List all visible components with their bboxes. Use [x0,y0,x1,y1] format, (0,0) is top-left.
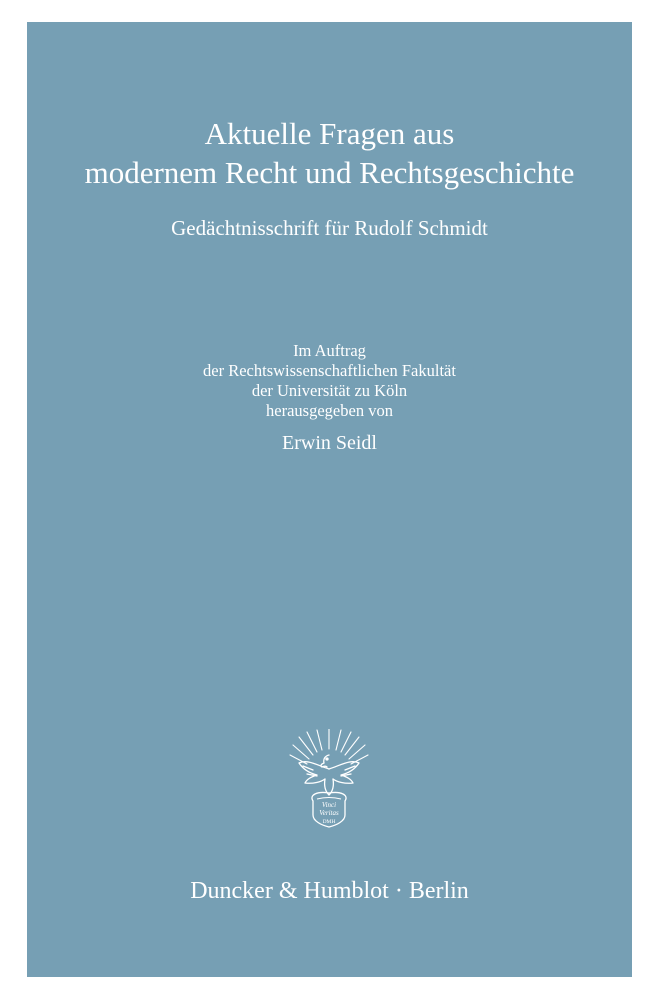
editor-name: Erwin Seidl [282,432,377,454]
commission-line-1: Im Auftrag [293,341,366,360]
publisher-line: Duncker & Humblot · Berlin [190,878,469,904]
title-line-1: Aktuelle Fragen aus [204,116,455,151]
subtitle: Gedächtnisschrift für Rudolf Schmidt [171,216,488,240]
commission-line-3: der Universität zu Köln [251,381,408,400]
eagle-sunburst-emblem-icon [287,729,371,829]
commission-line-2: der Rechtswissenschaftlichen Fakultät [203,361,456,380]
book-cover [27,22,632,977]
logo-motto-line-2: Veritas [319,809,339,817]
logo-monogram: DMH [322,819,336,825]
logo-motto-line-1: Vinci [321,801,337,809]
title-line-2: modernem Recht und Rechtsgeschichte [84,155,575,190]
commission-line-4: herausgegeben von [266,401,393,420]
